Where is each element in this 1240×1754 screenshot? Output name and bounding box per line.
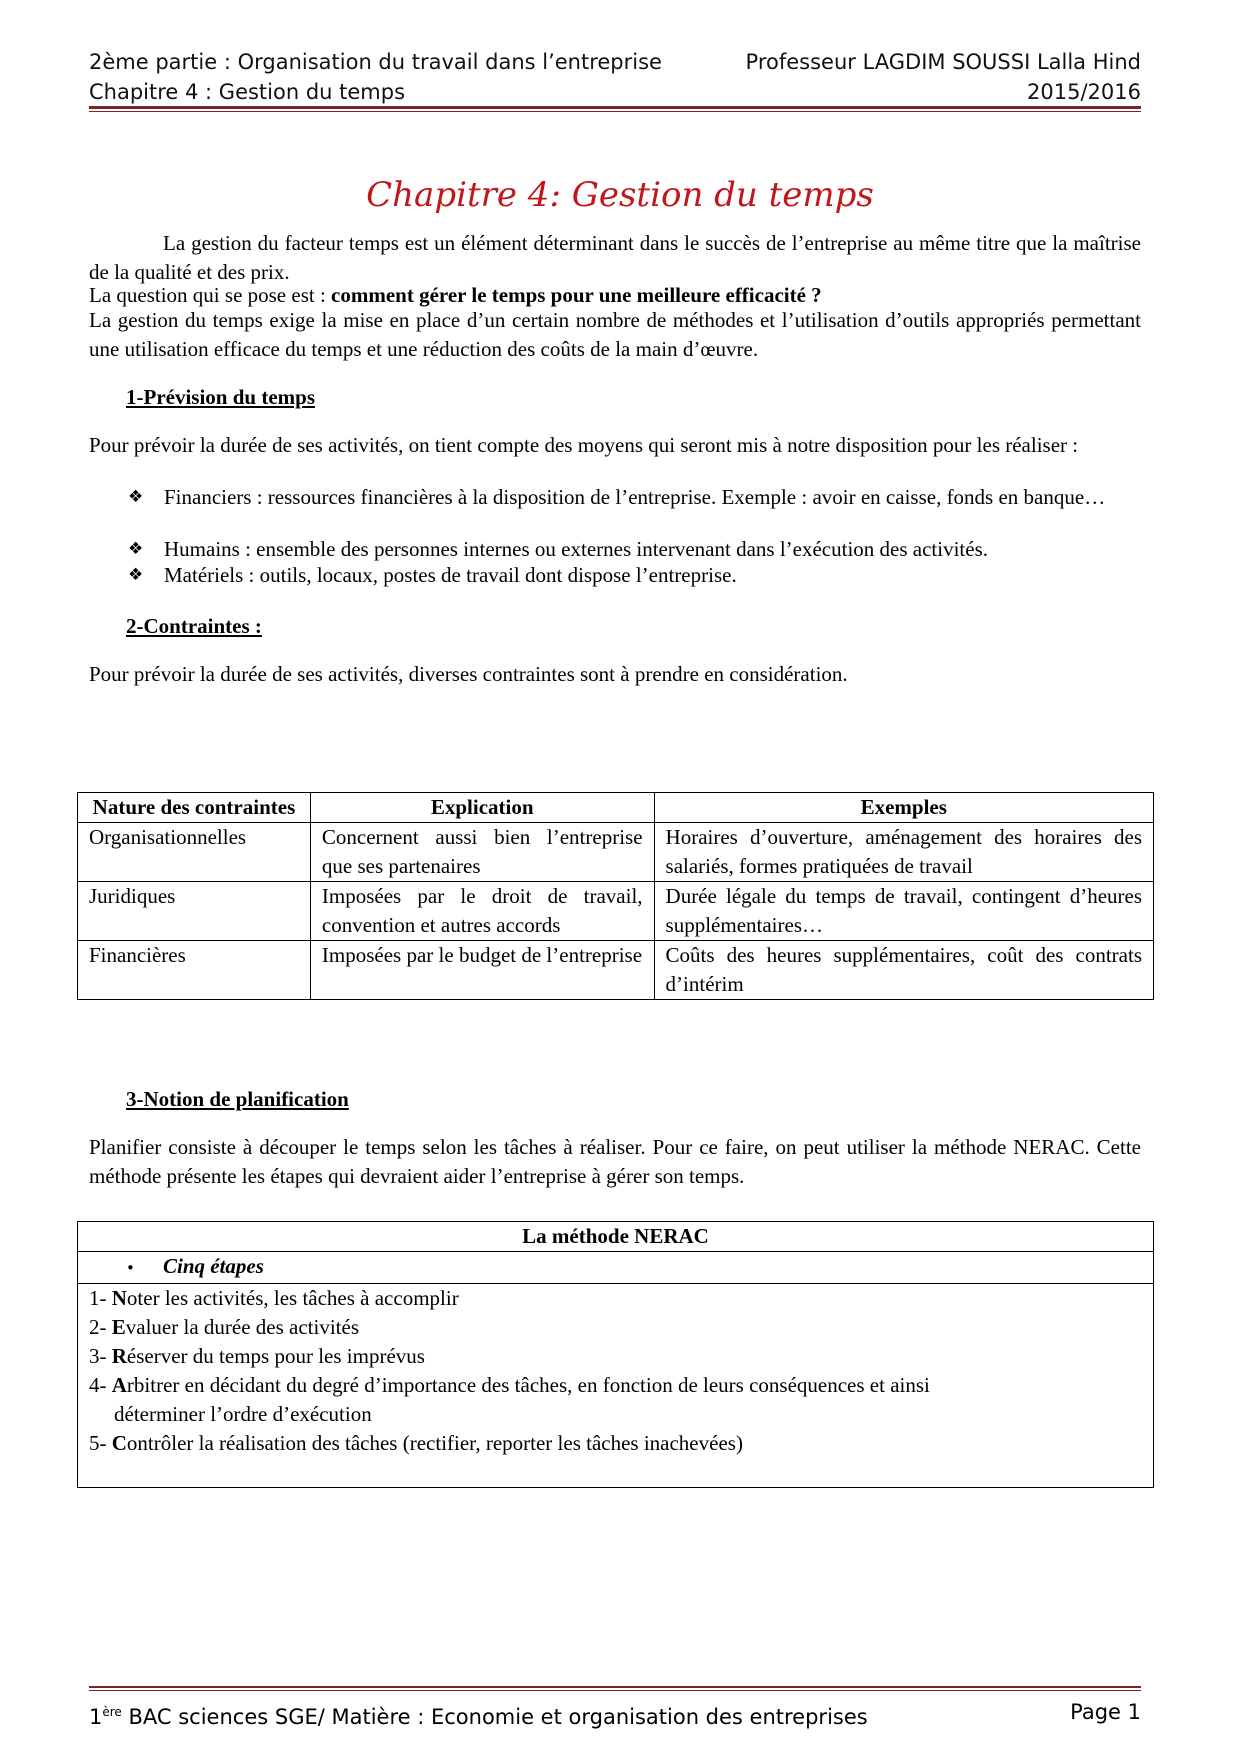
nerac-table — [77, 1221, 1154, 1488]
footer-rule-thin — [89, 1690, 1141, 1691]
table-cell: Imposées par le budget de l’entreprise — [310, 941, 654, 1000]
intro-question-bold: comment gérer le temps pour une meilleure efficacité ? — [331, 283, 822, 307]
intro-question-prefix: La question qui se pose est : — [89, 283, 332, 307]
step-number: 2- — [89, 1315, 112, 1339]
step-text: ontrôler la réalisation des tâches (rectifier, reporter les tâches inachevées) — [126, 1431, 743, 1455]
step-initial: C — [111, 1431, 127, 1455]
intro-paragraph: La gestion du facteur temps est un élément déterminant dans le succès de l’entreprise au même titre que la maîtrise de la qualité et des prix. — [89, 231, 1141, 284]
table-row — [78, 941, 1154, 1000]
column-header-exemples: Exemples — [654, 793, 1153, 823]
column-header-nature: Nature des contraintes — [78, 793, 311, 823]
header-line-2 — [89, 78, 1141, 106]
step-initial: N — [111, 1286, 127, 1310]
step-initial: E — [111, 1315, 126, 1339]
nerac-step — [89, 1284, 1142, 1313]
table-cell: Financières — [78, 941, 311, 1000]
nerac-step-continuation — [89, 1400, 1142, 1429]
page-title: Chapitre 4: Gestion du temps — [366, 175, 874, 215]
header-year: 2015/2016 — [1027, 80, 1141, 104]
section3-text: Planifier consiste à découper le temps selon les tâches à réaliser. Pour ce faire, on peut utiliser la méthode NERAC. Cette méthode présente les étapes qui devraient aider l’entreprise à gérer son temps. — [89, 1135, 1141, 1188]
footer-rule-thick — [89, 1686, 1141, 1688]
step-text: oter les activités, les tâches à accomplir — [126, 1286, 459, 1310]
section3-heading: 3-Notion de planification — [126, 1087, 349, 1111]
step-text-continuation: déterminer l’ordre d’exécution — [114, 1402, 372, 1426]
bullet-dot-icon: • — [126, 1259, 135, 1277]
step-number: 5- — [89, 1431, 112, 1455]
table-row — [78, 882, 1154, 941]
diamond-bullet-icon: ❖ — [128, 565, 144, 585]
bullet-item — [128, 483, 1141, 512]
step-text: éserver du temps pour les imprévus — [126, 1344, 425, 1368]
step-number: 1- — [89, 1286, 112, 1310]
table-cell: Imposées par le droit de travail, convention et autres accords — [310, 882, 654, 941]
diamond-bullet-icon: ❖ — [128, 539, 144, 559]
footer-level-suffix: ère — [102, 1705, 122, 1719]
header-rule-thin — [89, 111, 1141, 112]
nerac-step — [89, 1342, 1142, 1371]
step-number: 4- — [89, 1373, 112, 1397]
nerac-step — [89, 1371, 1142, 1400]
table-row — [78, 823, 1154, 882]
header-part-title: 2ème partie : Organisation du travail dans l’entreprise — [89, 50, 662, 74]
footer-course — [89, 1705, 868, 1729]
nerac-title: La méthode NERAC — [78, 1222, 1154, 1252]
nerac-subtitle — [78, 1252, 1154, 1284]
header-professor: Professeur LAGDIM SOUSSI Lalla Hind — [745, 50, 1141, 74]
section2-text: Pour prévoir la durée de ses activités, diverses contraintes sont à prendre en considération. — [89, 662, 848, 686]
step-text: rbitrer en décidant du degré d’importance des tâches, en fonction de leurs conséquences et ainsi — [126, 1373, 930, 1397]
page-footer — [89, 1698, 1141, 1731]
table-cell: Horaires d’ouverture, aménagement des horaires des salariés, formes pratiquées de travail — [654, 823, 1153, 882]
section1-text: Pour prévoir la durée de ses activités, on tient compte des moyens qui seront mis à notre disposition pour les réaliser : — [89, 433, 1079, 457]
table-header-row — [78, 793, 1154, 823]
bullet-text: Financiers : ressources financières à la disposition de l’entreprise. Exemple : avoir en caisse, fonds en banque… — [164, 485, 1106, 509]
page-number: Page 1 — [1070, 1700, 1141, 1724]
bullet-text: Humains : ensemble des personnes internes ou externes intervenant dans l’exécution des activités. — [164, 537, 989, 561]
intro-method-paragraph: La gestion du temps exige la mise en place d’un certain nombre de méthodes et l’utilisation d’outils appropriés permettant une utilisation efficace du temps et une réduction des coûts de la main d’œuvre. — [89, 308, 1141, 361]
table-cell: Durée légale du temps de travail, contingent d’heures supplémentaires… — [654, 882, 1153, 941]
footer-level: 1 — [89, 1705, 103, 1729]
section2-heading: 2-Contraintes : — [126, 614, 262, 638]
header-rule-thick — [89, 106, 1141, 109]
header-chapter: Chapitre 4 : Gestion du temps — [89, 80, 406, 104]
nerac-step — [89, 1429, 1142, 1458]
section1-heading: 1-Prévision du temps — [126, 385, 315, 409]
footer-subject: BAC sciences SGE/ Matière : Economie et organisation des entreprises — [121, 1705, 868, 1729]
table-cell: Organisationnelles — [78, 823, 311, 882]
step-text: valuer la durée des activités — [125, 1315, 359, 1339]
step-initial: R — [111, 1344, 127, 1368]
nerac-step — [89, 1313, 1142, 1342]
nerac-subtitle-text: Cinq étapes — [163, 1254, 264, 1278]
table-cell: Concernent aussi bien l’entreprise que ses partenaires — [310, 823, 654, 882]
step-number: 3- — [89, 1344, 112, 1368]
diamond-bullet-icon: ❖ — [128, 487, 144, 507]
table-cell: Juridiques — [78, 882, 311, 941]
constraints-table — [77, 792, 1154, 1000]
bullet-item — [128, 535, 1141, 564]
nerac-steps — [78, 1284, 1154, 1488]
bullet-text: Matériels : outils, locaux, postes de travail dont dispose l’entreprise. — [164, 563, 737, 587]
header-line-1 — [89, 48, 1141, 76]
table-cell: Coûts des heures supplémentaires, coût des contrats d’intérim — [654, 941, 1153, 1000]
step-initial: A — [111, 1373, 127, 1397]
column-header-explication: Explication — [310, 793, 654, 823]
bullet-item — [128, 561, 1141, 590]
